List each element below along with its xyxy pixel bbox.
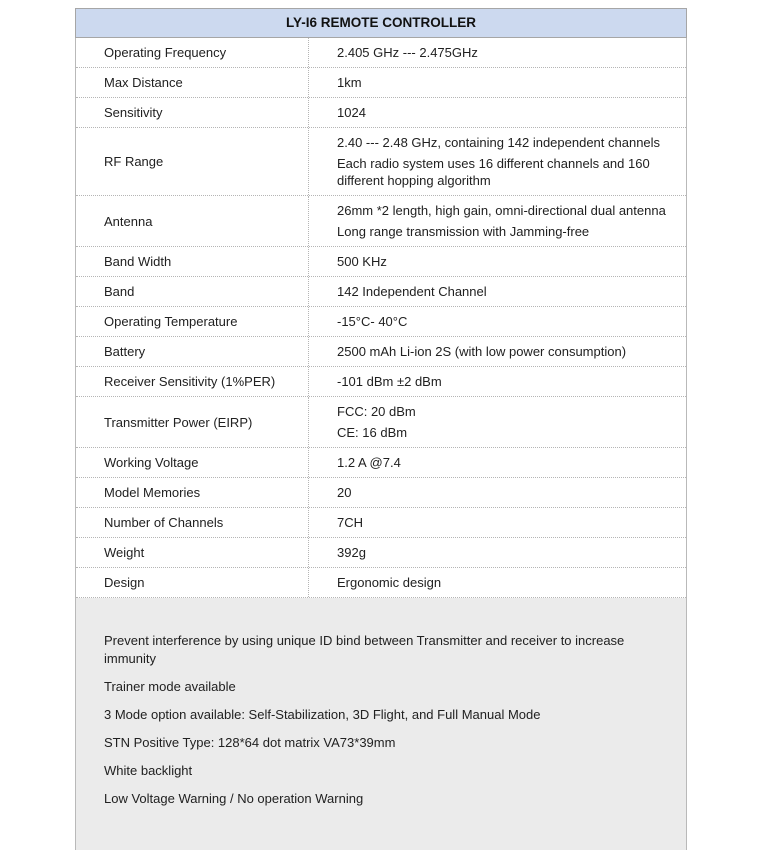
spec-label: Max Distance [104,75,183,90]
spec-value-line: 142 Independent Channel [337,284,487,299]
table-row [76,68,686,98]
spec-label: Working Voltage [104,455,199,470]
spec-value-line: CE: 16 dBm [337,425,408,440]
table-row [76,337,686,367]
table-row [76,478,686,508]
spec-value-line: Long range transmission with Jamming-free [337,224,590,239]
note-line: 3 Mode option available: Self-Stabilization, 3D Flight, and Full Manual Mode [104,707,541,722]
spec-value [308,568,686,597]
table-row [76,38,686,68]
table-row [76,247,686,277]
spec-value [308,337,686,366]
spec-label: Battery [104,344,146,359]
table-row [76,538,686,568]
table-row [76,397,686,448]
spec-label: Operating Temperature [104,314,238,329]
table-row [76,367,686,397]
spec-label: Antenna [104,213,153,229]
spec-value-line: 1km [337,75,362,90]
spec-value-line: 1024 [337,105,366,120]
note-line: Low Voltage Warning / No operation Warning [104,791,364,806]
spec-value [308,307,686,336]
note-line: White backlight [104,763,193,778]
table-row [76,508,686,538]
spec-value [308,196,686,246]
spec-value [308,68,686,97]
spec-label: Band [104,284,135,299]
spec-label: Design [104,575,145,590]
spec-value [308,538,686,567]
spec-value [308,478,686,507]
spec-label: RF Range [104,154,164,169]
spec-value-line: 2.405 GHz --- 2.475GHz [337,45,478,60]
spec-value-line: 20 [337,485,352,500]
spec-label: Band Width [104,254,172,269]
spec-value-line: FCC: 20 dBm [337,404,416,419]
spec-value [308,247,686,276]
spec-label: Number of Channels [104,515,224,530]
spec-label: Operating Frequency [104,45,227,60]
spec-value [308,98,686,127]
spec-value [308,128,686,195]
notes-box [75,598,687,850]
spec-label: Receiver Sensitivity (1%PER) [104,374,276,389]
spec-rows [75,38,687,598]
spec-label: Model Memories [104,485,201,500]
table-row [76,307,686,337]
spec-label: Transmitter Power (EIRP) [104,414,253,430]
spec-table [75,8,687,850]
spec-value-line: -101 dBm ±2 dBm [337,374,442,389]
spec-value [308,367,686,396]
spec-value-line: 2500 mAh Li-ion 2S (with low power consumption) [337,344,627,359]
spec-value-line: -15°C- 40°C [337,314,408,329]
spec-value-line: 26mm *2 length, high gain, omni-directional dual antenna [337,203,666,218]
spec-value [308,277,686,306]
note-line: Trainer mode available [104,679,236,694]
spec-value-line: Ergonomic design [337,575,442,590]
spec-value-line: 7CH [337,515,364,530]
note-line: Prevent interference by using unique ID bind between Transmitter and receiver to increase immunity [104,633,625,666]
table-row [76,568,686,598]
table-row [76,98,686,128]
spec-value-line: 1.2 A @7.4 [337,455,401,470]
spec-value-line: 500 KHz [337,254,387,269]
note-line: STN Positive Type: 128*64 dot matrix VA73*39mm [104,735,396,750]
spec-value-line: Each radio system uses 16 different channels and 160 different hopping algorithm [337,156,650,188]
spec-value [308,448,686,477]
table-row [76,196,686,247]
spec-label: Sensitivity [104,105,163,120]
spec-value-line: 2.40 --- 2.48 GHz, containing 142 independent channels [337,135,661,150]
table-title: LY-I6 REMOTE CONTROLLER [75,8,687,38]
spec-label: Weight [104,545,145,560]
spec-value [308,397,686,447]
spec-value [308,508,686,537]
table-row [76,448,686,478]
spec-value [308,38,686,67]
spec-value-line: 392g [337,545,366,560]
table-row [76,128,686,196]
table-row [76,277,686,307]
